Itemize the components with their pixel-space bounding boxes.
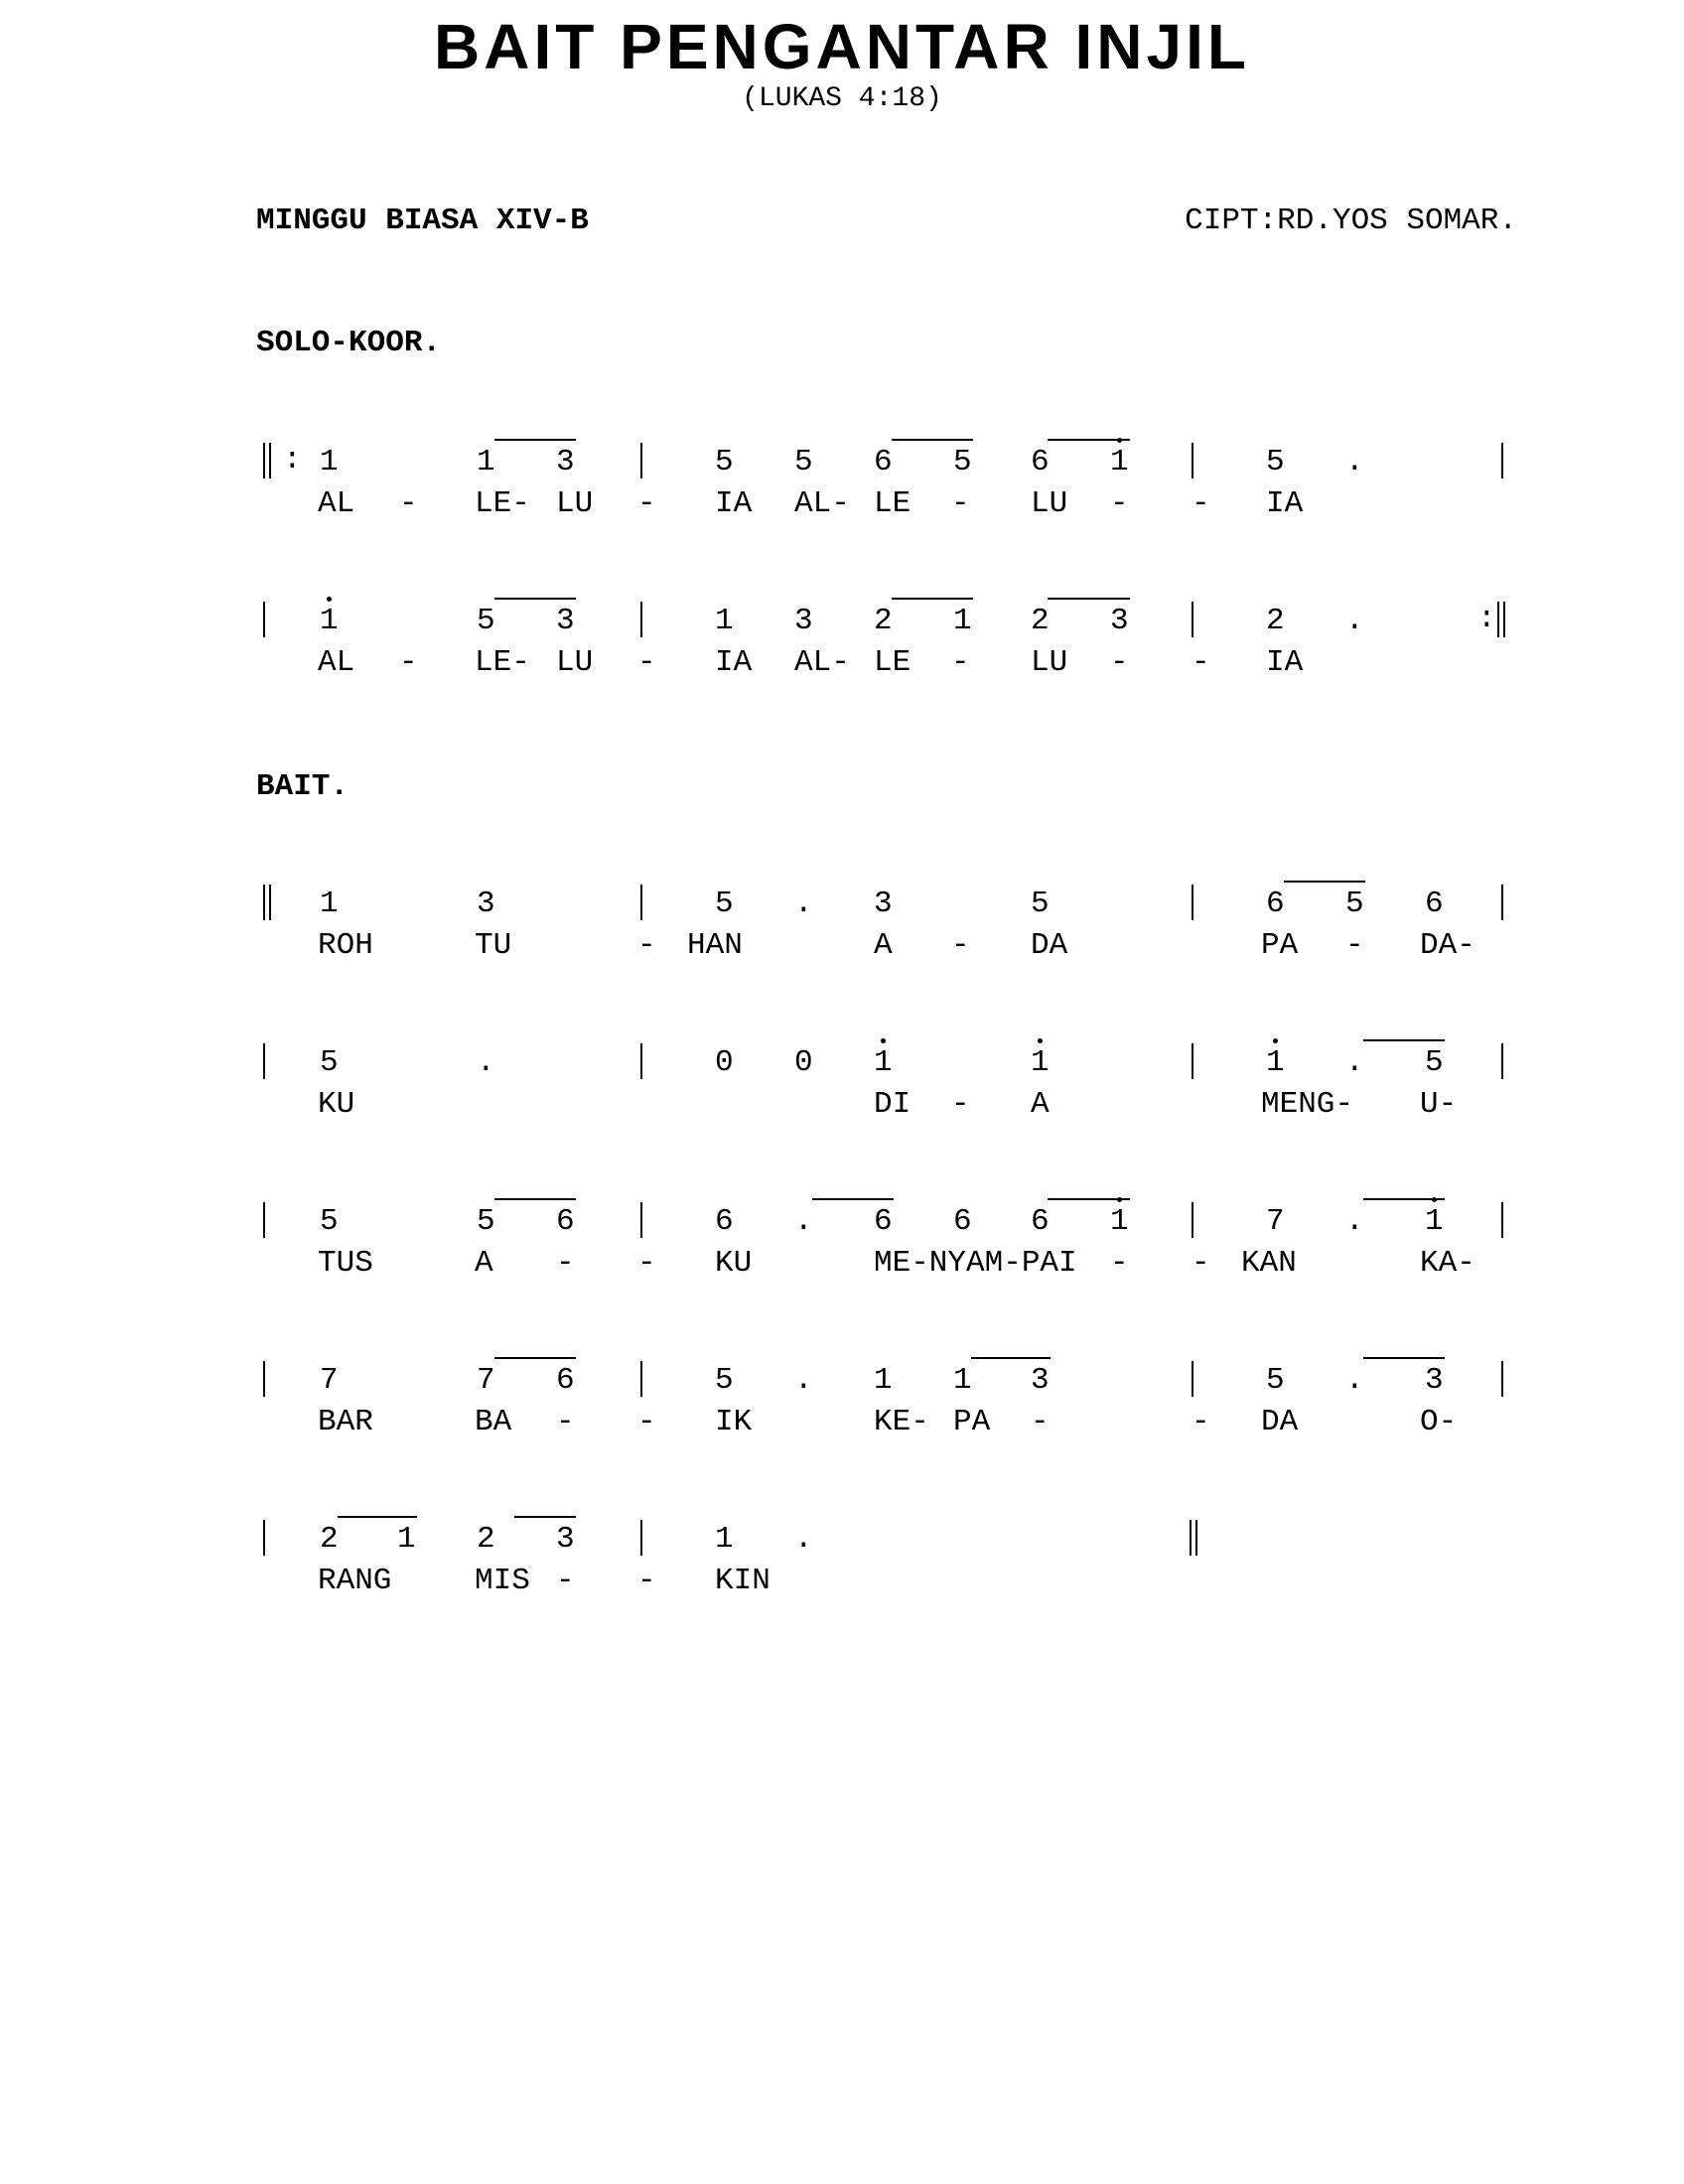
- note: 5: [1345, 887, 1364, 921]
- barline: [263, 1043, 265, 1079]
- barline: [263, 1202, 265, 1238]
- note: 3: [794, 604, 813, 638]
- barline: [1192, 1361, 1193, 1397]
- note: 1: [320, 887, 339, 921]
- lyric-syllable: IK: [715, 1405, 753, 1439]
- lyric-syllable: LU: [1031, 645, 1068, 680]
- lyric-syllable: AL: [318, 645, 355, 680]
- octave-dot: [327, 597, 332, 602]
- octave-dot: [1117, 438, 1122, 443]
- lyric-syllable: MENG-: [1261, 1087, 1354, 1122]
- lyric-syllable: KU: [715, 1246, 753, 1281]
- octave-dot: [1117, 1197, 1122, 1202]
- note: 6: [1425, 887, 1444, 921]
- note: 6: [1031, 445, 1050, 479]
- barline: [1192, 443, 1193, 478]
- note: 6: [874, 1204, 893, 1239]
- octave-dot: [1273, 1038, 1278, 1043]
- note: 3: [1425, 1363, 1444, 1398]
- lyric-syllable: -: [1110, 486, 1129, 521]
- lyric-syllable: DI: [874, 1087, 912, 1122]
- lyric-syllable: KE-: [874, 1405, 929, 1439]
- lyric-syllable: -: [556, 1246, 575, 1281]
- barline: [1192, 1043, 1193, 1079]
- note: 5: [320, 1204, 339, 1239]
- lyric-syllable: IA: [715, 486, 753, 521]
- octave-dot: [1432, 1197, 1437, 1202]
- barline: [1501, 1361, 1503, 1397]
- note: 5: [1031, 887, 1050, 921]
- lyric-syllable: A: [874, 928, 893, 963]
- note: 3: [477, 887, 495, 921]
- slur-line: [892, 439, 973, 441]
- lyric-syllable: HAN: [687, 928, 743, 963]
- notation-line: [0, 602, 1684, 715]
- lyric-syllable: PA: [953, 1405, 991, 1439]
- lyric-syllable: -: [399, 645, 418, 680]
- note: 1: [320, 445, 339, 479]
- note: 1: [1425, 1204, 1444, 1239]
- lyric-syllable: -: [1192, 1246, 1210, 1281]
- lyric-syllable: RANG: [318, 1564, 392, 1598]
- barline: [640, 885, 642, 920]
- note: .: [477, 1045, 495, 1080]
- note: 3: [1110, 604, 1129, 638]
- note: 5: [953, 445, 972, 479]
- note: 2: [1266, 604, 1285, 638]
- note: .: [1345, 1363, 1364, 1398]
- repeat-dots: :: [1477, 602, 1496, 636]
- barline: [1501, 1202, 1503, 1238]
- lyric-syllable: DA-: [1420, 928, 1475, 963]
- lyric-syllable: AL-: [794, 486, 850, 521]
- note: 6: [874, 445, 893, 479]
- lyric-syllable: -: [951, 645, 970, 680]
- lyric-syllable: -: [1110, 1246, 1129, 1281]
- lyric-syllable: BAR: [318, 1405, 373, 1439]
- slur-line: [971, 1357, 1051, 1359]
- lyric-syllable: -: [637, 928, 656, 963]
- note: 7: [1266, 1204, 1285, 1239]
- note: .: [794, 887, 813, 921]
- barline: [640, 443, 642, 478]
- barline: [263, 1520, 265, 1556]
- barline: [640, 1043, 642, 1079]
- double-barline: [1497, 602, 1505, 637]
- lyric-syllable: -: [399, 486, 418, 521]
- note: 6: [715, 1204, 734, 1239]
- slur-line: [494, 1357, 576, 1359]
- barline: [1192, 885, 1193, 920]
- note: 0: [715, 1045, 734, 1080]
- note: 1: [1266, 1045, 1285, 1080]
- lyric-syllable: -: [637, 1564, 656, 1598]
- note: 1: [874, 1363, 893, 1398]
- octave-dot: [1038, 1038, 1043, 1043]
- verse-section-label: BAIT.: [256, 769, 350, 804]
- lyric-syllable: AL-: [794, 645, 850, 680]
- notation-line: [0, 1047, 1684, 1157]
- lyric-syllable: LE: [874, 486, 912, 521]
- lyric-syllable: -: [556, 1405, 575, 1439]
- lyric-syllable: -: [637, 645, 656, 680]
- notation-line: [0, 1206, 1684, 1315]
- lyric-syllable: IA: [715, 645, 753, 680]
- barline: [1501, 1043, 1503, 1079]
- lyric-syllable: KU: [318, 1087, 355, 1122]
- note: 3: [874, 887, 893, 921]
- note: 6: [1031, 1204, 1050, 1239]
- lyric-syllable: IA: [1266, 486, 1304, 521]
- note: 3: [556, 1522, 575, 1557]
- note: .: [794, 1363, 813, 1398]
- note: 7: [320, 1363, 339, 1398]
- note: 1: [1110, 1204, 1129, 1239]
- lyric-syllable: LE-: [475, 645, 530, 680]
- lyric-syllable: TU: [475, 928, 512, 963]
- lyric-syllable: -: [1192, 486, 1210, 521]
- note: 1: [874, 1045, 893, 1080]
- lyric-syllable: LE: [874, 645, 912, 680]
- note: 1: [953, 1363, 972, 1398]
- note: 2: [477, 1522, 495, 1557]
- lyric-syllable: -: [1031, 1405, 1050, 1439]
- note: 5: [320, 1045, 339, 1080]
- slur-line: [494, 439, 576, 441]
- notation-line: [0, 443, 1684, 556]
- barline: [640, 1520, 642, 1556]
- lyric-syllable: LU: [556, 645, 594, 680]
- occasion-label: MINGGU BIASA XIV-B: [256, 204, 589, 238]
- note: 3: [556, 445, 575, 479]
- note: .: [1345, 445, 1364, 479]
- double-barline: [1190, 1520, 1197, 1556]
- note: 6: [556, 1204, 575, 1239]
- lyric-syllable: -: [1192, 645, 1210, 680]
- lyric-syllable: BA: [475, 1405, 512, 1439]
- slur-line: [494, 598, 576, 600]
- note: 1: [953, 604, 972, 638]
- scripture-reference: (LUKAS 4:18): [742, 83, 942, 114]
- slur-line: [1048, 598, 1130, 600]
- note: 6: [1266, 887, 1285, 921]
- lyric-syllable: ROH: [318, 928, 373, 963]
- notation-line: [0, 1365, 1684, 1474]
- repeat-dots: :: [283, 443, 302, 478]
- note: 5: [477, 604, 495, 638]
- lyric-syllable: -: [1345, 928, 1364, 963]
- barline: [1501, 443, 1503, 478]
- note: 5: [715, 445, 734, 479]
- note: 2: [1031, 604, 1050, 638]
- note: 2: [320, 1522, 339, 1557]
- lyric-syllable: TUS: [318, 1246, 373, 1281]
- lyric-syllable: MIS: [475, 1564, 530, 1598]
- slur-line: [1284, 881, 1365, 883]
- barline: [263, 602, 265, 637]
- double-barline: [263, 885, 271, 920]
- lyric-syllable: IA: [1266, 645, 1304, 680]
- lyric-syllable: -: [1110, 645, 1129, 680]
- note: 1: [715, 604, 734, 638]
- slur-line: [892, 598, 973, 600]
- lyric-syllable: LU: [556, 486, 594, 521]
- note: 6: [556, 1363, 575, 1398]
- slur-line: [494, 1198, 576, 1200]
- note: 2: [874, 604, 893, 638]
- note: 7: [477, 1363, 495, 1398]
- note: .: [794, 1204, 813, 1239]
- barline: [263, 1361, 265, 1397]
- barline: [1501, 885, 1503, 920]
- note: 1: [715, 1522, 734, 1557]
- notation-line: [0, 1524, 1684, 1633]
- barline: [1192, 1202, 1193, 1238]
- note: 0: [794, 1045, 813, 1080]
- lyric-syllable: PA: [1261, 928, 1299, 963]
- lyric-syllable: DA: [1261, 1405, 1299, 1439]
- note: 5: [715, 887, 734, 921]
- lyric-syllable: -: [637, 1405, 656, 1439]
- lyric-syllable: -: [951, 486, 970, 521]
- notation-line: [0, 888, 1684, 998]
- lyric-syllable: -: [951, 928, 970, 963]
- lyric-syllable: A: [475, 1246, 493, 1281]
- lyric-syllable: DA: [1031, 928, 1068, 963]
- double-barline: [263, 443, 271, 478]
- note: 5: [477, 1204, 495, 1239]
- song-title: BAIT PENGANTAR INJIL: [434, 11, 1250, 82]
- lyric-syllable: LE-: [475, 486, 530, 521]
- lyric-syllable: KIN: [715, 1564, 771, 1598]
- lyric-syllable: -: [637, 486, 656, 521]
- lyric-syllable: LU: [1031, 486, 1068, 521]
- note: 5: [794, 445, 813, 479]
- lyric-syllable: AL: [318, 486, 355, 521]
- note: 3: [556, 604, 575, 638]
- slur-line: [514, 1516, 576, 1518]
- note: 5: [715, 1363, 734, 1398]
- note: 1: [320, 604, 339, 638]
- note: 3: [1031, 1363, 1050, 1398]
- lyric-syllable: KA-: [1420, 1246, 1475, 1281]
- barline: [640, 1361, 642, 1397]
- note: .: [1345, 604, 1364, 638]
- note: 5: [1266, 445, 1285, 479]
- note: .: [1345, 1204, 1364, 1239]
- lyric-syllable: O-: [1420, 1405, 1458, 1439]
- lyric-syllable: -: [1192, 1405, 1210, 1439]
- barline: [1192, 602, 1193, 637]
- note: 5: [1425, 1045, 1444, 1080]
- slur-line: [1363, 1357, 1445, 1359]
- note: 1: [397, 1522, 416, 1557]
- lyric-syllable: KAN: [1241, 1246, 1297, 1281]
- barline: [640, 1202, 642, 1238]
- note: 6: [953, 1204, 972, 1239]
- lyric-syllable: -: [556, 1564, 575, 1598]
- lyric-syllable: -: [637, 1246, 656, 1281]
- slur-line: [812, 1198, 894, 1200]
- refrain-section-label: SOLO-KOOR.: [256, 326, 442, 360]
- slur-line: [1363, 1039, 1445, 1041]
- note: 1: [1110, 445, 1129, 479]
- lyric-syllable: U-: [1420, 1087, 1458, 1122]
- lyric-syllable: A: [1031, 1087, 1050, 1122]
- lyric-syllable: ME-NYAM-PAI: [874, 1246, 1077, 1281]
- note: 1: [477, 445, 495, 479]
- octave-dot: [881, 1038, 886, 1043]
- note: 5: [1266, 1363, 1285, 1398]
- slur-line: [338, 1516, 417, 1518]
- barline: [640, 602, 642, 637]
- note: .: [794, 1522, 813, 1557]
- note: 1: [1031, 1045, 1050, 1080]
- note: .: [1345, 1045, 1364, 1080]
- composer-credit: CIPT:RD.YOS SOMAR.: [1185, 204, 1517, 238]
- lyric-syllable: -: [951, 1087, 970, 1122]
